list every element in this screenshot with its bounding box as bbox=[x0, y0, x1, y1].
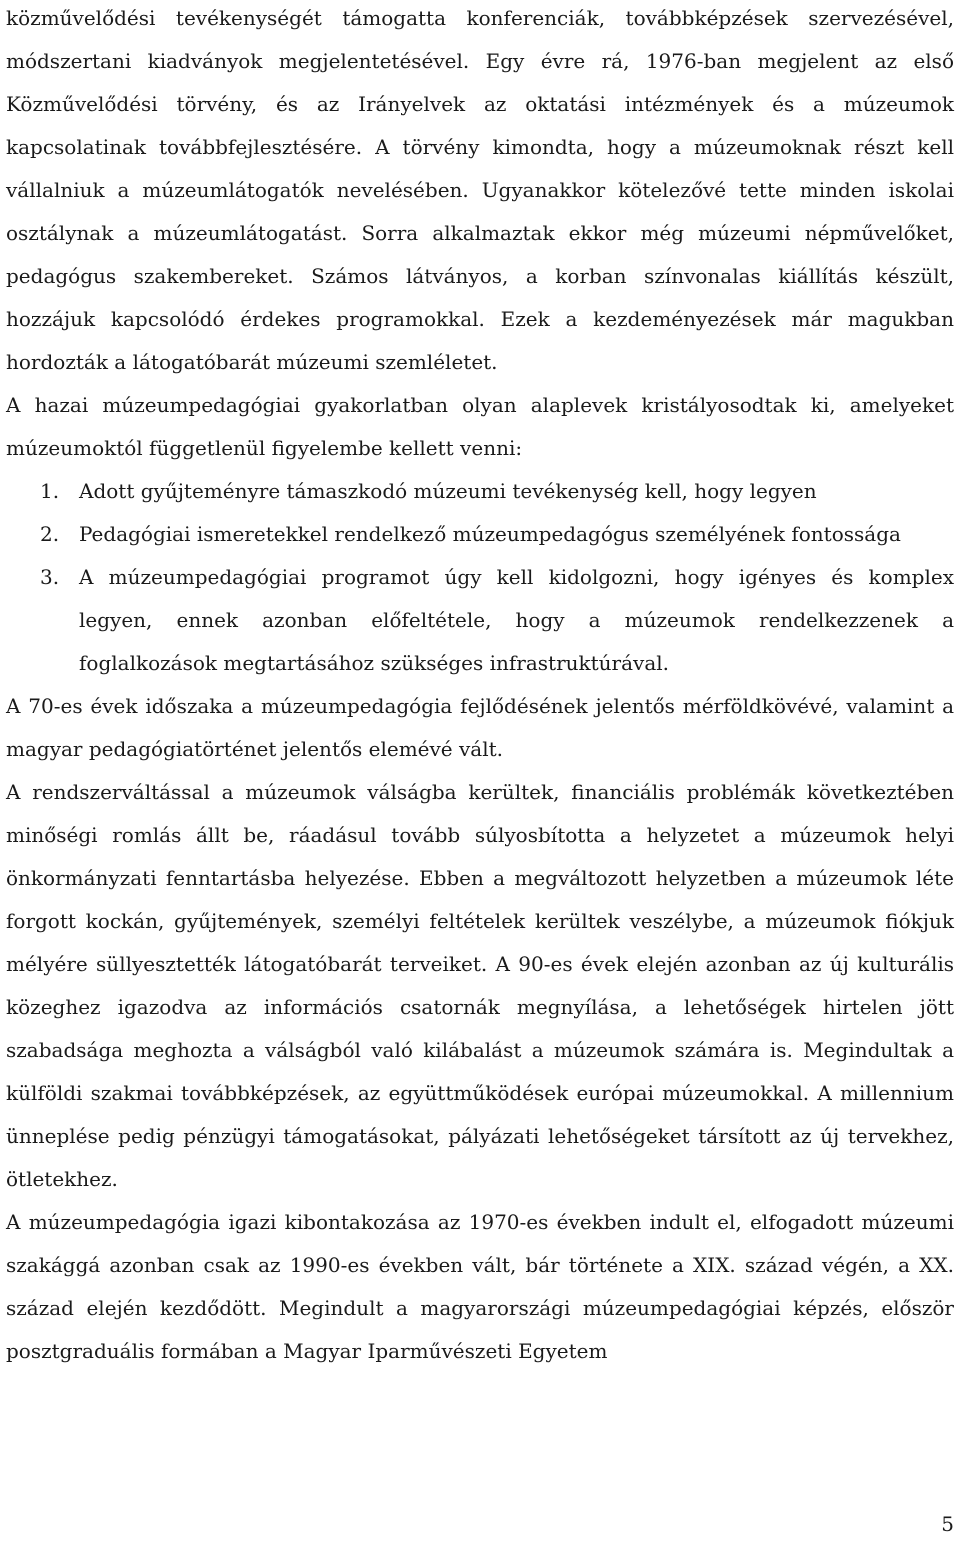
body-text bbox=[6, 0, 954, 1373]
list-item bbox=[6, 513, 954, 556]
principles-list bbox=[6, 470, 954, 685]
paragraph-seventies-milestone: A 70-es évek időszaka a múzeumpedagógia fejlődésének jelentős mérföldkövévé, valamint a magyar pedagógiatörténet jelentős elemévé vált. bbox=[6, 694, 954, 761]
list-item-text: Pedagógiai ismeretekkel rendelkező múzeumpedagógus személyének fontossága bbox=[79, 522, 901, 546]
list-item bbox=[6, 470, 954, 513]
paragraph-museum-pedagogy-principles: A hazai múzeumpedagógiai gyakorlatban olyan alaplevek kristályosodtak ki, amelyeket múzeumoktól függetlenül figyelembe kellett venni: bbox=[6, 393, 954, 460]
list-item-text: Adott gyűjteményre támaszkodó múzeumi tevékenység kell, hogy legyen bbox=[79, 479, 817, 503]
list-item-number: 2. bbox=[40, 522, 60, 546]
paragraph-public-education-law: közművelődési tevékenységét támogatta konferenciák, továbbképzések szervezésével, módszertani kiadványok megjelentetésével. Egy évre rá, 1976-ban megjelent az első Közművelődési törvény, és az Irányelvek az oktatási intézmények és a múzeumok kapcsolatinak továbbfejlesztésére. A törvény kimondta, hogy a múzeumoknak részt kell vállalniuk a múzeumlátogatók nevelésében. Ugyanakkor kötelezővé tette minden iskolai osztálynak a múzeumlátogatást. Sorra alkalmaztak ekkor még múzeumi népművelőket, pedagógus szakembereket. Számos látványos, a korban színvonalas kiállítás készült, hozzájuk kapcsolódó érdekes programokkal. Ezek a kezdeményezések már magukban hordozták a látogatóbarát múzeumi szemléletet. bbox=[6, 6, 954, 374]
paragraph-museum-pedagogy-development: A múzeumpedagógia igazi kibontakozása az 1970-es években indult el, elfogadott múzeumi szakággá azonban csak az 1990-es években vált, bár története a XIX. század végén, a XX. század elején kezdődött. Megindult a magyarországi múzeumpedagógiai képzés, először posztgraduális formában a Magyar Iparművészeti Egyetem bbox=[6, 1210, 954, 1363]
list-item-number: 3. bbox=[40, 565, 60, 589]
list-item bbox=[6, 556, 954, 685]
paragraph-regime-change: A rendszerváltással a múzeumok válságba kerültek, financiális problémák következtében minőségi romlás állt be, ráadásul tovább súlyosbította a helyzetet a múzeumok helyi önkormányzati fenntartásba helyezése. Ebben a megváltozott helyzetben a múzeumok léte forgott kockán, gyűjtemények, személyi feltételek kerültek veszélybe, a múzeumok fiókjuk mélyére süllyesztették látogatóbarát terveiket. A 90-es évek elején azonban az új kulturális közeghez igazodva az információs csatornák megnyílása, a lehetőségek hirtelen jött szabadsága meghozta a válságból való kilábalást a múzeumok számára is. Megindultak a külföldi szakmai továbbképzések, az együttműködések európai múzeumokkal. A millennium ünneplése pedig pénzügyi támogatásokat, pályázati lehetőségeket társított az új tervekhez, ötletekhez. bbox=[6, 780, 954, 1191]
page-number: 5 bbox=[941, 1512, 954, 1536]
list-item-text: A múzeumpedagógiai programot úgy kell kidolgozni, hogy igényes és komplex legyen, ennek azonban előfeltétele, hogy a múzeumok rendelkezzenek a foglalkozások megtartásához szükséges infrastruktúrával. bbox=[79, 565, 954, 675]
list-item-number: 1. bbox=[40, 479, 60, 503]
